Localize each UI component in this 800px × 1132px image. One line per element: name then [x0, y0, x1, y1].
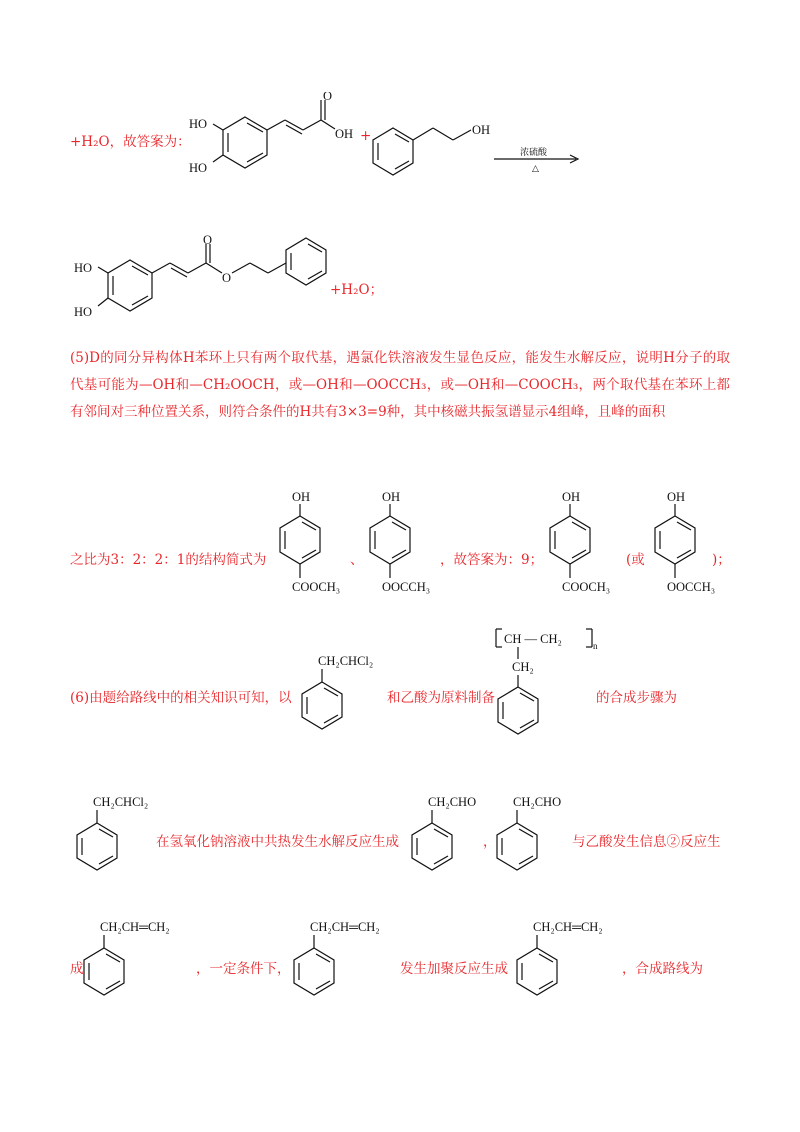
isomer-1-bottom: COOCH₃	[292, 580, 341, 594]
paragraph-5: (5)D的同分异构体H苯环上只有两个取代基，遇氯化铁溶液发生显色反应，能发生水解反应，说明H分子的取代基可能为—OH和—CH₂OOCH，或—OH和—OOCCH₃，或—OH和—COOCH₃，两个取代基在苯环上都有邻间对三种位置关系，则符合条件的H共有3×3=9种，其中核磁共振氢谱显示4组峰，且峰的面积	[70, 350, 730, 420]
row8-b-structure	[292, 918, 412, 998]
ester-oh-top: HO	[74, 261, 93, 275]
polymer-structure	[490, 625, 600, 740]
caffeic-acid-structure	[185, 92, 365, 182]
ratio-lead: 之比为3：2：2：1的结构简式为	[70, 552, 267, 568]
arrow-condition-bottom: △	[532, 163, 539, 173]
polymer-n: n	[593, 641, 598, 651]
start-chain: CH₂CHCl₂	[318, 654, 374, 668]
start-material-structure	[300, 652, 400, 732]
row7-text1: 在氢氧化钠溶液中共热发生水解反应生成	[156, 834, 399, 850]
row8-b-chain: CH₂CH═CH₂	[310, 920, 380, 934]
separator-1: 、	[350, 552, 364, 568]
row8-a-chain: CH₂CH═CH₂	[100, 920, 170, 934]
ester-o-label: O	[222, 271, 232, 285]
acid-oh-label: OH	[335, 127, 354, 141]
row8-a-structure	[82, 918, 202, 998]
row6-lead: (6)由题给路线中的相关知识可知，以	[70, 690, 292, 706]
polymer-side: CH₂	[512, 660, 534, 674]
row7-text2: 与乙酸发生信息②反应生	[572, 834, 721, 850]
ratio-mid: ，故答案为：9；	[440, 552, 544, 568]
ester-carbonyl-o: O	[203, 233, 213, 247]
row1-prefix: +H₂O，故答案为：	[70, 134, 191, 150]
phenylethanol-structure	[368, 108, 498, 178]
carbonyl-o-label: O	[323, 92, 333, 103]
ester-product-structure	[70, 230, 340, 325]
ratio-close: )；	[712, 552, 731, 568]
isomer-3-bottom: COOCH₃	[562, 580, 611, 594]
row8-t1: ，一定条件下，	[196, 961, 291, 977]
row8-lead: 成	[70, 961, 84, 977]
isomer-4-structure	[645, 488, 745, 603]
row6-tail: 的合成步骤为	[596, 690, 677, 706]
row8-t3: ，合成路线为	[622, 961, 703, 977]
row7-c-chain: CH₂CHO	[513, 795, 562, 809]
isomer-2-top: OH	[382, 490, 401, 504]
ester-oh-bottom: HO	[74, 305, 93, 319]
isomer-1-structure	[270, 488, 370, 603]
isomer-4-top: OH	[667, 490, 686, 504]
isomer-3-structure	[540, 488, 640, 603]
ratio-open: (或	[626, 552, 645, 568]
phenylethanol-oh-label: OH	[472, 123, 491, 137]
row8-c-chain: CH₂CH═CH₂	[533, 920, 603, 934]
row2-suffix: +H₂O；	[330, 282, 384, 298]
isomer-1-top: OH	[292, 490, 311, 504]
oh-bottom-label: HO	[189, 161, 208, 175]
row6-mid: 和乙酸为原料制备	[387, 690, 495, 706]
row7-b-chain: CH₂CHO	[428, 795, 477, 809]
isomer-2-structure	[360, 488, 460, 603]
row8-c-structure	[515, 918, 635, 998]
row7-comma: ，	[483, 834, 497, 850]
row7-a-chain: CH₂CHCl₂	[93, 795, 149, 809]
isomer-3-top: OH	[562, 490, 581, 504]
row8-t2: 发生加聚反应生成	[400, 961, 508, 977]
plus-sign: +	[360, 128, 372, 144]
arrow-condition-top: 浓硫酸	[520, 147, 548, 157]
reaction-arrow	[492, 145, 582, 175]
polymer-backbone: CH — CH₂	[504, 632, 562, 646]
isomer-4-bottom: OOCCH₃	[667, 580, 716, 594]
isomer-2-bottom: OOCCH₃	[382, 580, 431, 594]
oh-top-label: HO	[189, 117, 208, 131]
